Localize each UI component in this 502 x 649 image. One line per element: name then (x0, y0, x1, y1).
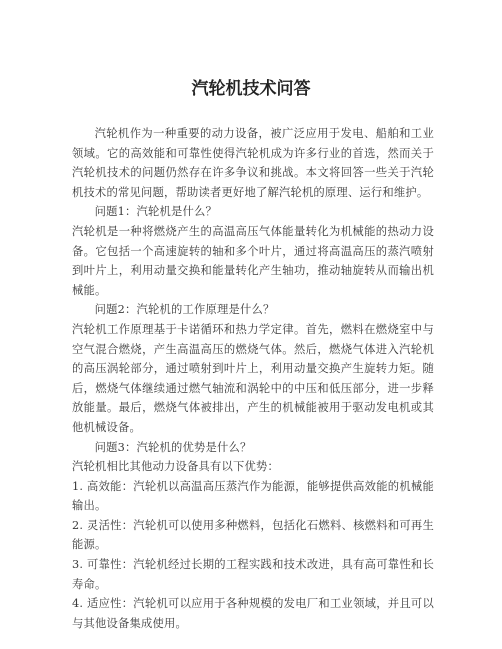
advantage-item-3: 3. 可靠性：汽轮机经过长期的工程实践和技术改进，具有高可靠性和长寿命。 (72, 558, 434, 591)
advantage-item-4: 4. 适应性：汽轮机可以应用于各种规模的发电厂和工业领域，并且可以与其他设备集成使用。 (72, 597, 434, 630)
question-2-heading: 问题2：汽轮机的工作原理是什么？ (94, 303, 275, 317)
question-1-heading: 问题1：汽轮机是什么？ (94, 205, 217, 219)
question-3-heading: 问题3：汽轮机的优势是什么？ (94, 440, 252, 454)
answer-3-intro: 汽轮机相比其他动力设备具有以下优势： (72, 460, 279, 474)
document-body (72, 124, 434, 633)
advantage-item-1: 1. 高效能：汽轮机以高温高压蒸汽作为能源，能够提供高效能的机械能输出。 (72, 479, 434, 513)
answer-2-paragraph: 汽轮机工作原理基于卡诺循环和热力学定律。首先，燃料在燃烧室中与空气混合燃烧，产生高温高压的燃烧气体。然后，燃烧气体进入汽轮机的高压涡轮部分，通过喷射到叶片上，利用动量交换产生旋转力矩。随后，燃烧气体继续通过燃气轴流和涡轮中的中压和低压部分，进一步释放能量。最后，燃烧气体被排出，产生的机械能被用于驱动发电机或其他机械设备。 (72, 322, 434, 434)
intro-paragraph: 汽轮机作为一种重要的动力设备，被广泛应用于发电、船舶和工业领域。它的高效能和可靠性使得汽轮机成为许多行业的首选，然而关于汽轮机技术的问题仍然存在许多争议和挑战。本文将回答一些关于汽轮机技术的常见问题，帮助读者更好地了解汽轮机的原理、运行和维护。 (72, 127, 434, 199)
advantage-item-2: 2. 灵活性：汽轮机可以使用多种燃料，包括化石燃料、核燃料和可再生能源。 (72, 518, 434, 552)
answer-1-paragraph: 汽轮机是一种将燃烧产生的高温高压气体能量转化为机械能的热动力设备。它包括一个高速旋转的轴和多个叶片，通过将高温高压的蒸汽喷射到叶片上，利用动量交换和能量转化产生轴功，推动轴旋转从而输出机械能。 (72, 224, 434, 297)
page-title: 汽轮机技术问答 (191, 79, 311, 99)
